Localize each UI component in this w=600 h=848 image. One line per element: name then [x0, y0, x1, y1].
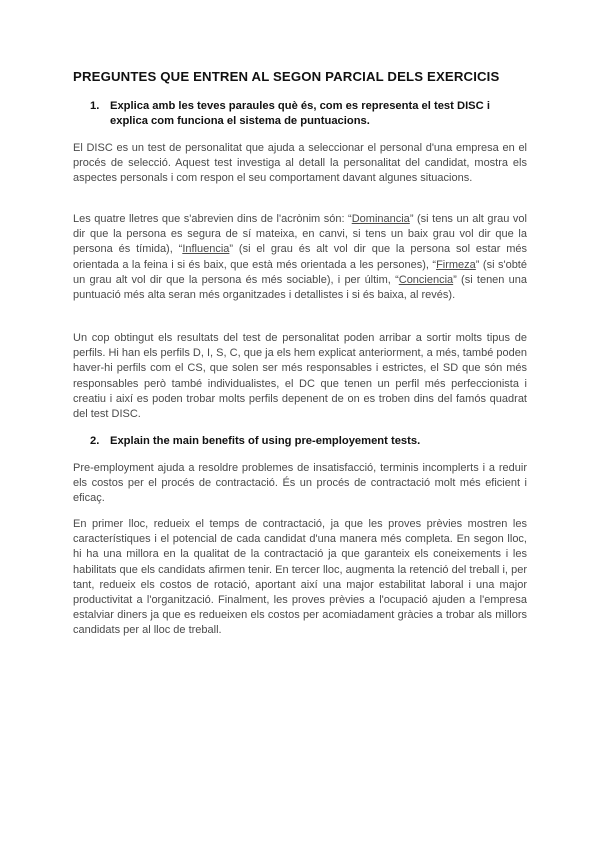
term-firmeza: Firmeza — [436, 258, 476, 271]
firmeza-description: ” (si s'obté un grau alt vol dir que la persona és més sociable), i per últim, “ — [73, 258, 527, 286]
term-dominancia: Dominancia — [351, 213, 410, 225]
answer-1-paragraph-1: El DISC es un test de personalitat que ajuda a seleccionar el personal d'una empresa en el procés de selecció. Aquest test investiga al detall la personalitat del candidat, mostra els aspectes personals i com respon el seu comportament davant algunes situacions. — [73, 142, 527, 185]
question-2-number: 2. — [90, 435, 100, 447]
answer-2-paragraph-1: Pre-employment ajuda a resoldre problemes de insatisfacció, terminis incomplerts i a reduir els costos per el procés de contractació. És un procés de contractació molt més eficient i eficaç. — [73, 462, 527, 505]
answer-1-paragraph-3: Un cop obtingut els resultats del test de personalitat poden arribar a sortir molts tipus de perfils. Hi han els perfils D, I, S, C, que ja els hem explicat anteriorment, a més, també poden haver-hi perfils com el CS, que solen ser més responsables i estrictes, el SD que són més responsables però també individualistes, el DC que tenen un perfil més perfeccionista i creatiu i així es poden trobar molts perfils depenent de on es troben dins del famós quadrat del test DISC. — [73, 332, 527, 421]
conciencia-description: ” (si tenen una puntuació més alta seran més organitzades i detallistes i si és baixa, al revés). — [73, 273, 527, 302]
answer-2-paragraph-2: En primer lloc, redueix el temps de contractació, ja que les proves prèvies mostren les característiques i el potencial de cada candidat d'una manera més completa. En segon lloc, hi ha una millora en la qualitat de la contractació ja que garanteix els coneixements i les habilitats que els candidats afirmen tenir. En tercer lloc, augmenta la retenció del treball i, per tant, redueix els costos de rotació, aportant així una major estabilitat laboral i una major productivitat a l'organització. Finalment, les proves prèvies a l'ocupació ajuden a l'empresa estalviar diners ja que es redueixen els costos per acomiadament gràcies a trobar als millors candidats per al lloc de treball. — [73, 518, 527, 637]
term-conciencia: Conciencia — [398, 273, 454, 286]
question-1-text: Explica amb les teves paraules què és, com es representa el test DISC i explica com funciona el sistema de puntuacions. — [110, 100, 490, 127]
question-2-heading — [90, 434, 530, 449]
answer-1-paragraph-2 — [73, 212, 527, 303]
disc-intro-text: Les quatre lletres que s'abrevien dins de l'acrònim són: “ — [73, 213, 352, 225]
dominancia-description: ” (si tens un alt grau vol dir que la persona es segura de sí mateixa, en canvi, si tens un baix grau vol dir que la persona és tímida), “ — [73, 213, 527, 256]
influencia-description: ” (si el grau és alt vol dir que la persona sol estar més orientada a la feina i si és baix, que està més orientada a les persones), “ — [73, 243, 528, 271]
term-influencia: Influencia — [182, 243, 230, 256]
question-1-number: 1. — [90, 100, 100, 112]
question-1-heading — [90, 99, 530, 129]
page-title: PREGUNTES QUE ENTREN AL SEGON PARCIAL DELS EXERCICIS — [73, 69, 500, 84]
question-2-text: Explain the main benefits of using pre-employement tests. — [110, 435, 421, 447]
